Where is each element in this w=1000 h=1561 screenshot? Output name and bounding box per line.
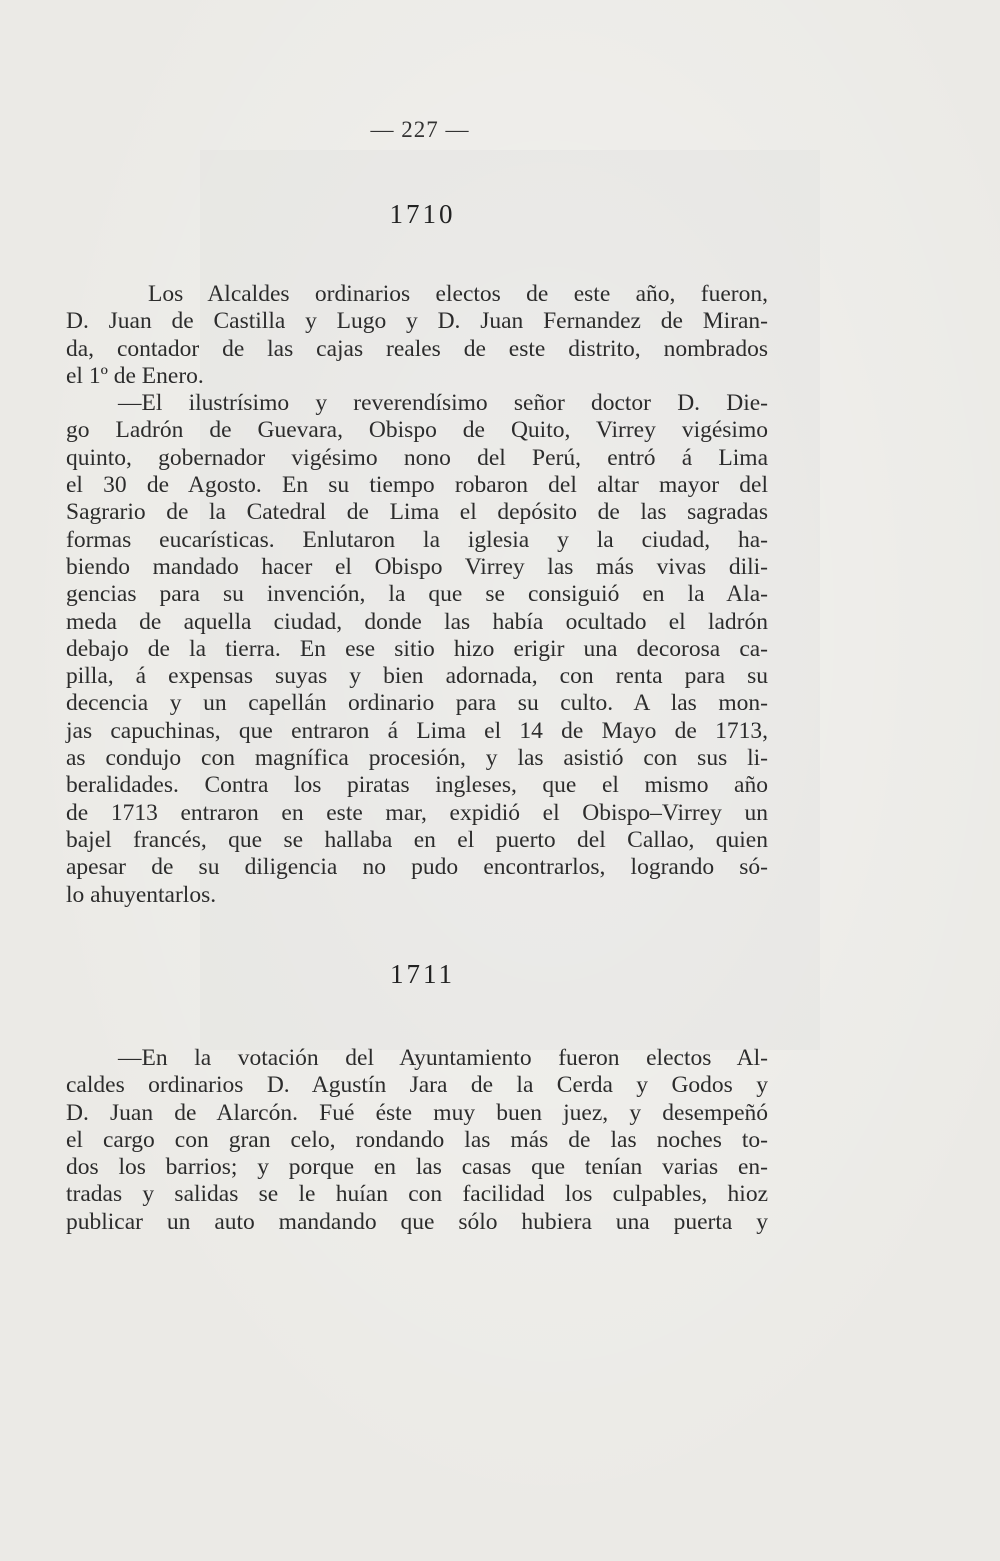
- text-line: bajel francés, que se hallaba en el puerto del Callao, quien: [66, 826, 768, 853]
- text-line: pilla, á expensas suyas y bien adornada, con renta para su: [66, 663, 768, 690]
- paragraph-block-1711: [66, 1045, 768, 1236]
- text-line: jas capuchinas, que entraron á Lima el 14 de Mayo de 1713,: [66, 717, 768, 744]
- text-line: lo ahuyentarlos.: [66, 881, 217, 908]
- text-line: da, contador de las cajas reales de este distrito, nombrados: [66, 335, 768, 362]
- text-line: apesar de su diligencia no pudo encontrarlos, logrando só-: [66, 854, 768, 881]
- text-line: Sagrario de la Catedral de Lima el depósito de las sagradas: [66, 499, 768, 526]
- text-line: publicar un auto mandando que sólo hubiera una puerta y: [66, 1208, 768, 1235]
- text-line: —El ilustrísimo y reverendísimo señor doctor D. Die-: [118, 390, 768, 417]
- text-line: beralidades. Contra los piratas ingleses, que el mismo año: [66, 772, 768, 799]
- year-heading-1711: 1711: [390, 959, 455, 989]
- text-line: D. Juan de Castilla y Lugo y D. Juan Fernandez de Miran-: [66, 308, 768, 335]
- text-line: debajo de la tierra. En ese sitio hizo erigir una decorosa ca-: [66, 635, 768, 662]
- text-line: el 1º de Enero.: [66, 362, 204, 389]
- text-line: D. Juan de Alarcón. Fué éste muy buen juez, y desempeñó: [66, 1099, 768, 1126]
- text-line: el cargo con gran celo, rondando las más de las noches to-: [66, 1126, 768, 1153]
- text-line: —En la votación del Ayuntamiento fueron electos Al-: [118, 1045, 768, 1071]
- text-line: decencia y un capellán ordinario para su culto. A las mon-: [66, 690, 768, 717]
- text-line: de 1713 entraron en este mar, expidió el Obispo–Virrey un: [66, 799, 768, 826]
- text-line: meda de aquella ciudad, donde las había ocultado el ladrón: [66, 608, 768, 635]
- text-line: dos los barrios; y porque en las casas que tenían varias en-: [66, 1154, 768, 1181]
- text-line: go Ladrón de Guevara, Obispo de Quito, Virrey vigésimo: [66, 417, 768, 444]
- paragraph-block-1710: [66, 281, 768, 909]
- text-line: biendo mandado hacer el Obispo Virrey las más vivas dili-: [66, 553, 768, 580]
- year-heading-1710: 1710: [389, 199, 456, 229]
- text-line: formas eucarísticas. Enlutaron la iglesia y la ciudad, ha-: [66, 526, 768, 553]
- text-line: caldes ordinarios D. Agustín Jara de la Cerda y Godos y: [66, 1072, 768, 1099]
- text-line: Los Alcaldes ordinarios electos de este año, fueron,: [148, 281, 768, 307]
- text-line: as condujo con magnífica procesión, y las asistió con sus li-: [66, 745, 768, 772]
- text-line: el 30 de Agosto. En su tiempo robaron del altar mayor del: [66, 472, 768, 499]
- text-line: tradas y salidas se le huían con facilidad los culpables, hioz: [66, 1181, 768, 1208]
- page-number: — 227 —: [370, 117, 470, 142]
- text-line: gencias para su invención, la que se consiguió en la Ala-: [66, 581, 768, 608]
- text-line: quinto, gobernador vigésimo nono del Perú, entró á Lima: [66, 444, 768, 471]
